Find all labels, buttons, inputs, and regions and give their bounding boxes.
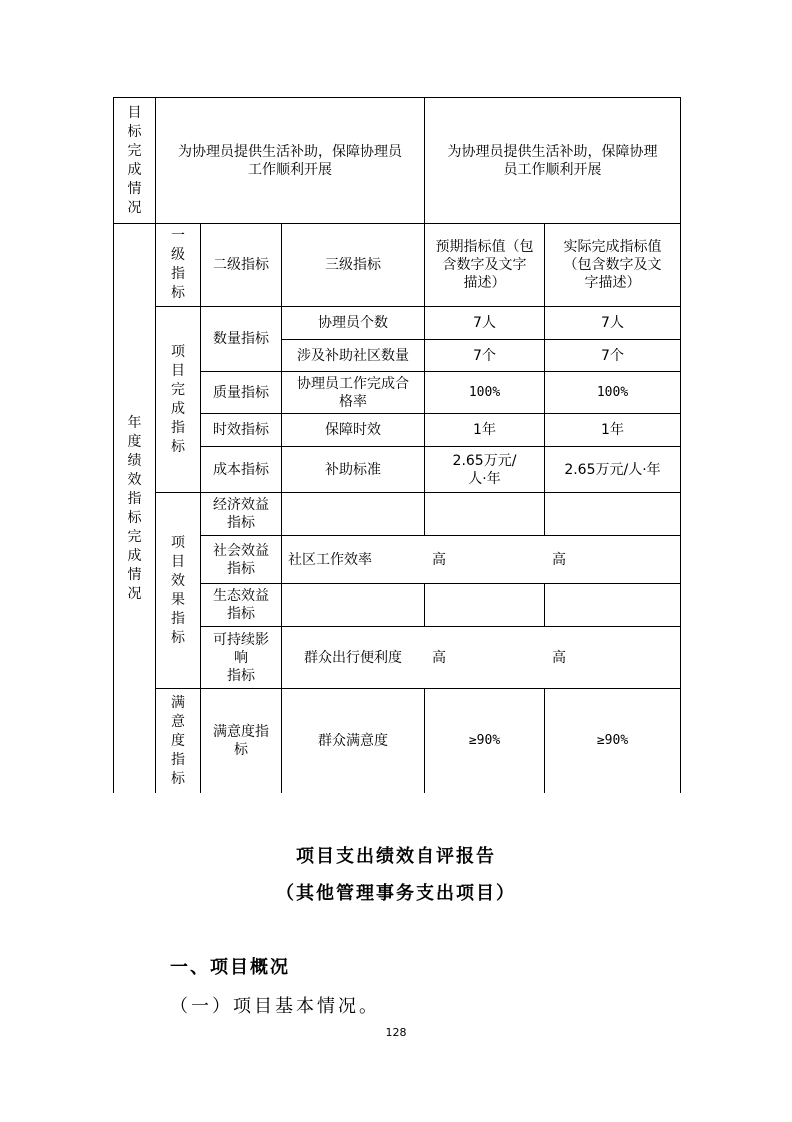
- header-level1-indicator: 一 级 指 标: [171, 228, 185, 301]
- subsection-heading: （一）项目基本情况。: [170, 996, 380, 1017]
- sustainable-impact-label: 可持续影 响 指标: [213, 631, 269, 684]
- social-benefit-label: 社会效益 指标: [213, 542, 269, 577]
- satisfaction-actual: ≥90%: [596, 733, 629, 748]
- communities-count-expected: 7个: [473, 347, 496, 364]
- header-actual-value: 实际完成指标值 （包含数字及文 字描述）: [563, 239, 662, 291]
- satisfaction-indicator-label: 满意度指 标: [213, 724, 269, 758]
- timeliness-indicator-label: 时效指标: [213, 422, 269, 438]
- ecological-benefit-label: 生态效益 指标: [213, 588, 269, 622]
- cost-indicator-label: 成本指标: [213, 461, 269, 478]
- quantity-indicator-label: 数量指标: [213, 331, 269, 347]
- communities-count-label: 涉及补助社区数量: [297, 347, 409, 364]
- report-subtitle: （其他管理事务支出项目）: [276, 883, 516, 904]
- members-count-actual: 7人: [601, 315, 624, 331]
- quality-metric-label: 协理员工作完成合 格率: [297, 375, 409, 410]
- header-level3-indicator: 三级指标: [325, 257, 381, 273]
- timeliness-expected: 1年: [473, 422, 496, 438]
- goal-completion-label: 目 标 完 成 情 况: [127, 104, 142, 216]
- output-indicator-group: 项 目 完 成 指 标: [171, 343, 185, 455]
- satisfaction-metric-label: 群众满意度: [318, 733, 388, 749]
- social-metric-label: 社区工作效率: [288, 551, 372, 568]
- members-count-label: 协理员个数: [318, 315, 388, 331]
- members-count-expected: 7人: [473, 315, 496, 331]
- sustainable-metric-label: 群众出行便利度: [304, 649, 402, 666]
- timeliness-actual: 1年: [601, 422, 624, 438]
- effect-indicator-group: 项 目 效 果 指 标: [171, 534, 185, 646]
- cost-expected: 2.65万元/ 人·年: [452, 452, 517, 487]
- sustainable-expected: 高: [432, 649, 446, 666]
- report-title: 项目支出绩效自评报告: [296, 846, 496, 867]
- cost-actual: 2.65万元/人·年: [564, 461, 661, 478]
- section-heading: 一、项目概况: [170, 957, 290, 978]
- quality-expected: 100%: [468, 384, 501, 400]
- cost-metric-label: 补助标准: [325, 461, 381, 478]
- economic-benefit-label: 经济效益 指标: [213, 497, 269, 531]
- annual-performance-label: 年 度 绩 效 指 标 完 成 情 况: [127, 414, 142, 602]
- quality-indicator-label: 质量指标: [213, 384, 269, 401]
- header-level2-indicator: 二级指标: [213, 257, 269, 273]
- satisfaction-indicator-group: 满 意 度 指 标: [171, 694, 185, 787]
- social-actual: 高: [552, 551, 566, 568]
- sustainable-actual: 高: [552, 649, 566, 666]
- header-expected-value: 预期指标值（包 含数字及文字 描述）: [435, 239, 534, 291]
- page-number: 128: [385, 1026, 407, 1039]
- social-expected: 高: [432, 551, 446, 568]
- communities-count-actual: 7个: [601, 347, 624, 364]
- goal-actual-text: 为协理员提供生活补助，保障协理 员工作顺利开展: [447, 143, 658, 178]
- timeliness-metric-label: 保障时效: [325, 422, 381, 438]
- satisfaction-expected: ≥90%: [468, 733, 501, 748]
- goal-expected-text: 为协理员提供生活补助，保障协理员 工作顺利开展: [178, 143, 402, 178]
- quality-actual: 100%: [596, 384, 629, 400]
